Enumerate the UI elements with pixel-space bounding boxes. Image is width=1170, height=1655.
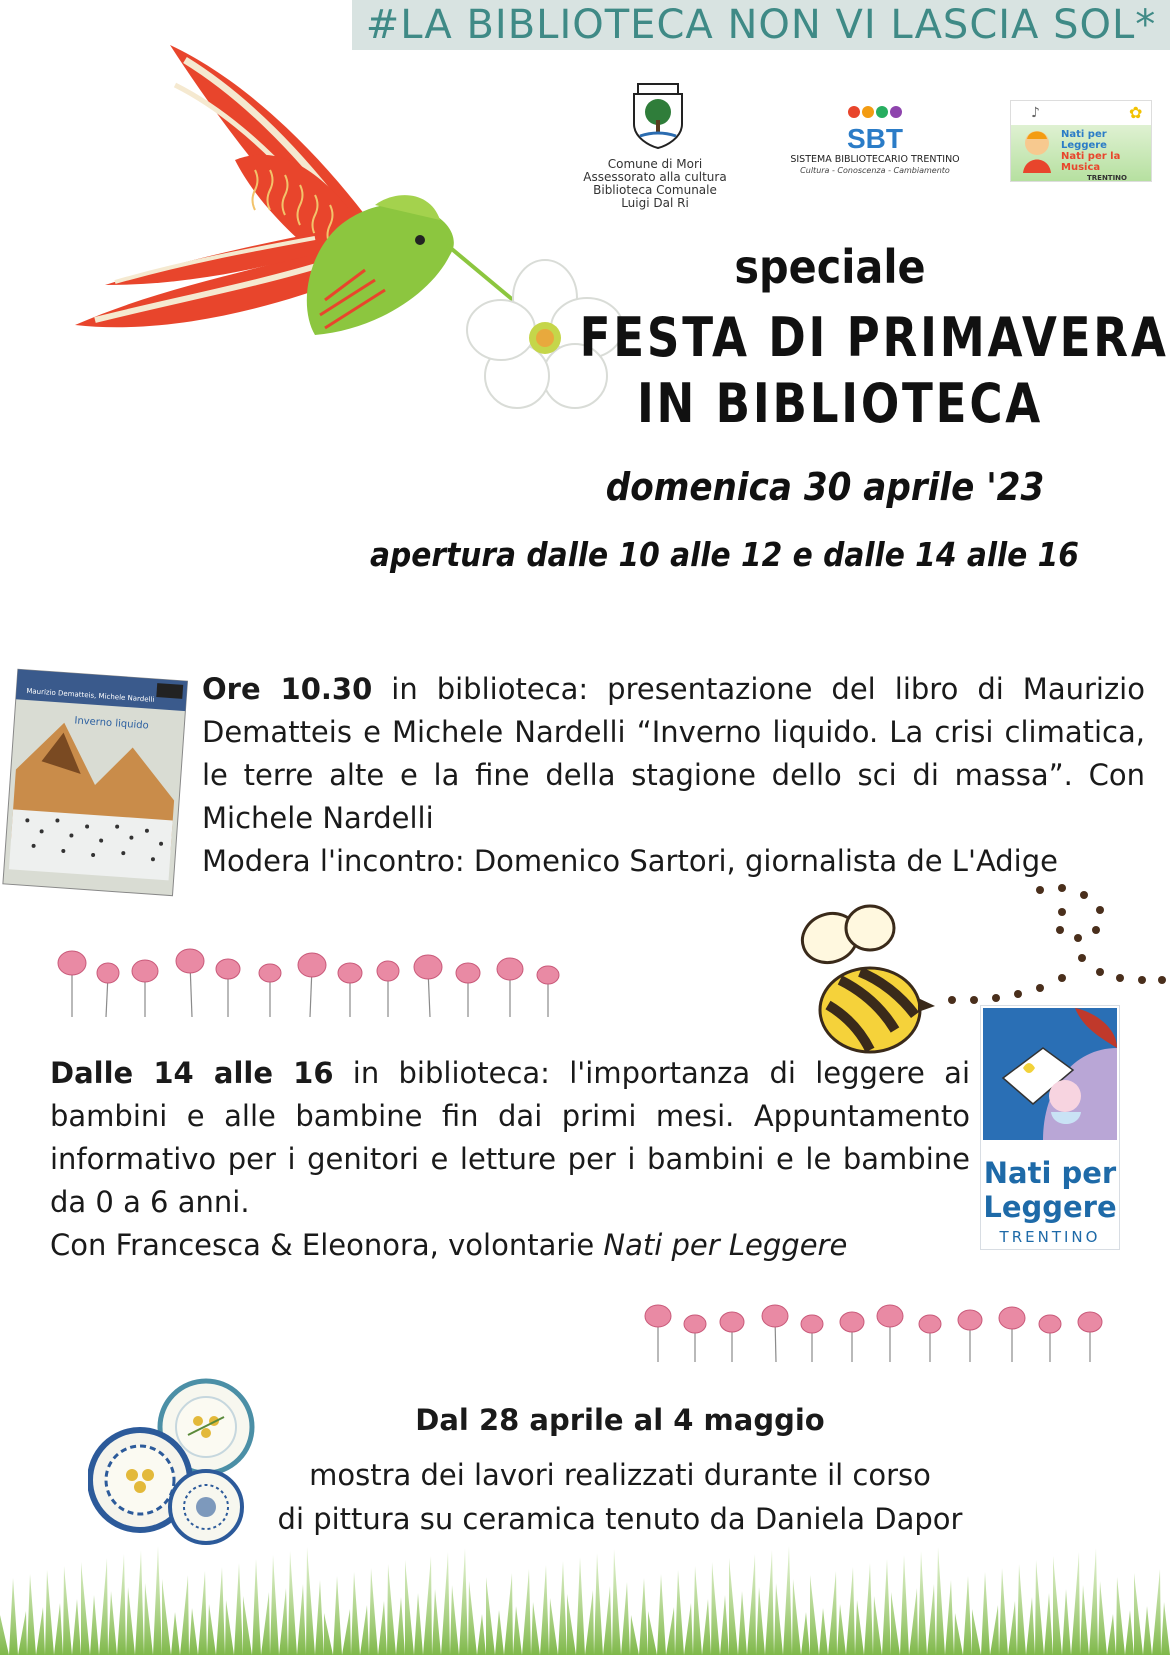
npl-trentino-logo — [980, 1005, 1120, 1250]
child-reading-icon — [1015, 125, 1059, 175]
event-title-line1: FESTA DI PRIMAVERA — [579, 306, 1169, 369]
event2-description — [50, 1052, 970, 1267]
butterfly-icon: ✿ — [1129, 103, 1143, 122]
npl-logo-line2: Leggere — [983, 1190, 1117, 1224]
event3-title: Dal 28 aprile al 4 maggio — [415, 1403, 825, 1437]
event1-moderator: Modera l'incontro: Domenico Sartori, giornalista de L'Adige — [202, 844, 1058, 878]
speciale-label: speciale — [734, 240, 926, 294]
poppy-flowers-icon — [50, 945, 570, 1020]
npl-logo-line3: TRENTINO — [999, 1228, 1101, 1246]
event-title — [579, 305, 1169, 437]
sbt-tagline: Cultura - Conoscenza - Cambiamento — [800, 166, 950, 175]
npl-musica-line3: TRENTINO — [1087, 174, 1127, 182]
event3-line1: mostra dei lavori realizzati durante il corso — [309, 1458, 931, 1492]
svg-text:Maurizio Dematteis, Michele Na: Maurizio Dematteis, Michele Nardelli — [26, 686, 155, 704]
svg-text:Inverno liquido: Inverno liquido — [74, 715, 150, 732]
comune-label — [560, 158, 750, 210]
event2-with — [50, 1224, 970, 1267]
npl-musica-logo — [1010, 100, 1152, 182]
poppy-flowers-icon-2 — [640, 1300, 1120, 1365]
event1-time: Ore 10.30 — [202, 672, 373, 706]
comune-crest-icon — [626, 80, 690, 150]
event2-time: Dalle 14 alle 16 — [50, 1056, 334, 1090]
npl-musica-line2: Nati per la Musica — [1061, 151, 1121, 173]
opening-hours: apertura dalle 10 alle 12 e dalle 14 alle 16 — [370, 535, 1079, 574]
sbt-name: SISTEMA BIBLIOTECARIO TRENTINO — [790, 154, 960, 165]
comune-line-1: Comune di Mori — [607, 157, 703, 171]
sbt-logo-icon — [840, 104, 910, 154]
comune-line-2: Assessorato alla cultura — [583, 170, 727, 184]
event2-with-italic: Nati per Leggere — [603, 1228, 848, 1262]
book-cover-icon — [0, 665, 195, 910]
banner-hashtag: #LA BIBLIOTECA NON VI LASCIA SOL* — [365, 2, 1157, 48]
event3-line2: di pittura su ceramica tenuto da Daniela Dapor — [277, 1502, 963, 1536]
event-title-line2: IN BIBLIOTECA — [636, 372, 1044, 435]
comune-line-4: Luigi Dal Ri — [621, 196, 689, 210]
parent-child-reading-icon — [983, 1008, 1117, 1140]
music-note-icon: ♪ — [1031, 105, 1040, 121]
event-date: domenica 30 aprile '23 — [605, 465, 1045, 509]
event2-text: in biblioteca: l'importanza di leggere ai bambini e alle bambine fin dai primi mesi. Appuntamento informativo per i genitori e letture per i bambini e le bambine da 0 a 6 anni. — [50, 1056, 970, 1219]
svg-text:SBT: SBT — [847, 123, 903, 154]
event2-with-prefix: Con Francesca & Eleonora, volontarie — [50, 1228, 604, 1262]
event1-text: in biblioteca: presentazione del libro di Maurizio Dematteis e Michele Nardelli “Inverno liquido. La crisi climatica, le terre alte e la fine della stagione dello sci di massa”. Con Michele Nardelli — [202, 672, 1145, 835]
npl-logo-line1: Nati per — [983, 1156, 1117, 1190]
grass-icon — [0, 1540, 1170, 1655]
npl-musica-line1: Nati per Leggere — [1061, 129, 1107, 151]
comune-line-3: Biblioteca Comunale — [593, 183, 717, 197]
event1-description — [202, 668, 1145, 883]
